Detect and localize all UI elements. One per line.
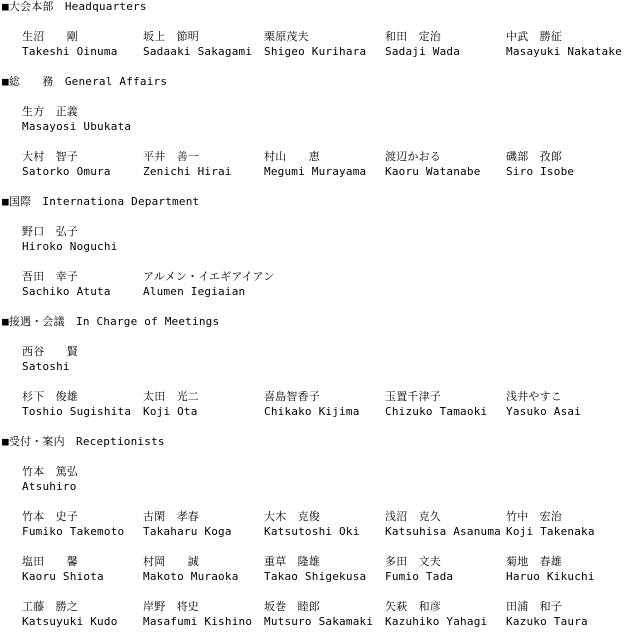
staff-name-japanese: 重草 隆雄 <box>264 555 320 568</box>
staff-name-english: Satorko Omura <box>22 165 111 178</box>
staff-name-english: Masafumi Kishino <box>143 615 253 628</box>
staff-name-japanese: 古閑 孝春 <box>143 510 199 523</box>
staff-name-english: Takao Shigekusa <box>264 570 367 583</box>
staff-name-japanese: 坂上 節明 <box>143 30 199 43</box>
staff-entry <box>264 30 385 59</box>
staff-entry <box>22 345 143 374</box>
staff-entry <box>264 390 385 419</box>
staff-entry <box>385 555 506 584</box>
staff-name-english: Katsuhisa Asanuma <box>385 525 501 538</box>
section-heading-general-affairs: ■総 務 General Affairs <box>2 75 168 88</box>
staff-name-english: Masayuki Nakatake <box>506 45 622 58</box>
staff-name-english: Koji Takenaka <box>506 525 595 538</box>
staff-entry <box>22 30 143 59</box>
staff-entry <box>264 555 385 584</box>
staff-name-japanese: 磯部 孜郎 <box>506 150 562 163</box>
staff-name-japanese: 村岡 誠 <box>143 555 199 568</box>
staff-name-japanese: アルメン・イエギアイアン <box>143 270 275 283</box>
staff-name-english: Koji Ota <box>143 405 198 418</box>
staff-entry <box>143 555 264 584</box>
staff-name-japanese: 渡辺かおる <box>385 150 441 163</box>
staff-entry <box>143 600 264 629</box>
staff-name-japanese: 浅井やすこ <box>506 390 562 403</box>
section-heading-headquarters: ■大会本部 Headquarters <box>2 0 147 13</box>
staff-name-japanese: 竹本 史子 <box>22 510 78 523</box>
staff-entry <box>22 510 143 539</box>
staff-name-japanese: 平井 善一 <box>143 150 199 163</box>
staff-entry <box>143 510 264 539</box>
staff-name-japanese: 和田 定治 <box>385 30 441 43</box>
staff-name-english: Takeshi Oinuma <box>22 45 118 58</box>
staff-entry <box>22 225 143 254</box>
section-heading-in-charge-of-meetings: ■接遇・会議 In Charge of Meetings <box>2 315 220 328</box>
staff-name-english: Hiroko Noguchi <box>22 240 118 253</box>
staff-name-japanese: 吾田 幸子 <box>22 270 78 283</box>
staff-name-english: Kazuhiko Yahagi <box>385 615 488 628</box>
staff-name-english: Sadaaki Sakagami <box>143 45 253 58</box>
staff-name-japanese: 工藤 勝之 <box>22 600 78 613</box>
staff-name-japanese: 岸野 将史 <box>143 600 199 613</box>
staff-name-japanese: 西谷 賢 <box>22 345 78 358</box>
staff-entry <box>385 510 506 539</box>
staff-name-english: Zenichi Hirai <box>143 165 232 178</box>
staff-name-english: Mutsuro Sakamaki <box>264 615 374 628</box>
staff-name-english: Makoto Muraoka <box>143 570 239 583</box>
staff-name-english: Toshio Sugishita <box>22 405 132 418</box>
staff-entry <box>22 390 143 419</box>
staff-name-english: Katsuyuki Kudo <box>22 615 118 628</box>
staff-entry <box>22 465 143 494</box>
staff-name-japanese: 中武 勝征 <box>506 30 562 43</box>
staff-name-japanese: 太田 光二 <box>143 390 199 403</box>
staff-entry <box>264 510 385 539</box>
staff-name-english: Kazuko Taura <box>506 615 588 628</box>
staff-name-japanese: 大木 克俊 <box>264 510 320 523</box>
staff-name-japanese: 喜島智香子 <box>264 390 320 403</box>
staff-name-japanese: 浅沼 克久 <box>385 510 441 523</box>
staff-entry <box>385 600 506 629</box>
staff-name-japanese: 野口 弘子 <box>22 225 78 238</box>
staff-name-english: Kaoru Shiota <box>22 570 104 583</box>
staff-name-japanese: 杉下 俊雄 <box>22 390 78 403</box>
staff-name-japanese: 菊地 春雄 <box>506 555 562 568</box>
staff-entry <box>506 600 627 629</box>
staff-name-japanese: 塩田 馨 <box>22 555 78 568</box>
staff-entry <box>22 600 143 629</box>
staff-entry <box>385 150 506 179</box>
staff-entry <box>506 555 627 584</box>
staff-name-japanese: 生方 正義 <box>22 105 78 118</box>
staff-entry <box>264 600 385 629</box>
staff-name-english: Haruo Kikuchi <box>506 570 595 583</box>
staff-name-english: Sadaji Wada <box>385 45 461 58</box>
staff-name-english: Katsutoshi Oki <box>264 525 360 538</box>
staff-name-japanese: 栗原茂夫 <box>264 30 309 43</box>
staff-entry <box>506 390 627 419</box>
staff-name-japanese: 矢萩 和彦 <box>385 600 441 613</box>
staff-entry <box>22 150 143 179</box>
staff-entry <box>143 150 264 179</box>
staff-name-japanese: 玉置千津子 <box>385 390 441 403</box>
staff-name-japanese: 大村 智子 <box>22 150 78 163</box>
staff-name-english: Sachiko Atuta <box>22 285 111 298</box>
staff-name-japanese: 田浦 和子 <box>506 600 562 613</box>
section-heading-receptionists: ■受付・案内 Receptionists <box>2 435 165 448</box>
staff-name-japanese: 竹中 宏治 <box>506 510 562 523</box>
staff-name-english: Kaoru Watanabe <box>385 165 481 178</box>
staff-name-english: Takaharu Koga <box>143 525 232 538</box>
staff-entry <box>385 390 506 419</box>
staff-entry <box>506 150 627 179</box>
staff-entry <box>22 105 143 134</box>
staff-entry <box>506 510 627 539</box>
staff-entry <box>506 30 627 59</box>
staff-name-japanese: 生沼 剛 <box>22 30 78 43</box>
staff-entry <box>143 270 275 299</box>
staff-name-english: Megumi Murayama <box>264 165 367 178</box>
staff-name-english: Atsuhiro <box>22 480 77 493</box>
staff-name-japanese: 多田 文夫 <box>385 555 441 568</box>
staff-name-japanese: 坂巻 睦郎 <box>264 600 320 613</box>
staff-name-english: Alumen Iegiaian <box>143 285 246 298</box>
staff-entry <box>264 150 385 179</box>
staff-name-english: Yasuko Asai <box>506 405 582 418</box>
staff-name-english: Siro Isobe <box>506 165 575 178</box>
staff-name-japanese: 竹本 篤弘 <box>22 465 78 478</box>
staff-name-japanese: 村山 恵 <box>264 150 320 163</box>
staff-entry <box>385 30 506 59</box>
staff-name-english: Fumiko Takemoto <box>22 525 125 538</box>
staff-name-english: Chikako Kijima <box>264 405 360 418</box>
staff-name-english: Satoshi <box>22 360 70 373</box>
staff-name-english: Chizuko Tamaoki <box>385 405 488 418</box>
staff-entry <box>143 390 264 419</box>
staff-name-english: Shigeo Kurihara <box>264 45 367 58</box>
staff-name-english: Fumio Tada <box>385 570 454 583</box>
staff-entry <box>22 270 143 299</box>
staff-entry <box>22 555 143 584</box>
staff-name-english: Masayosi Ubukata <box>22 120 132 133</box>
staff-entry <box>143 30 264 59</box>
section-heading-internationa-department: ■国際 Internationa Department <box>2 195 200 208</box>
